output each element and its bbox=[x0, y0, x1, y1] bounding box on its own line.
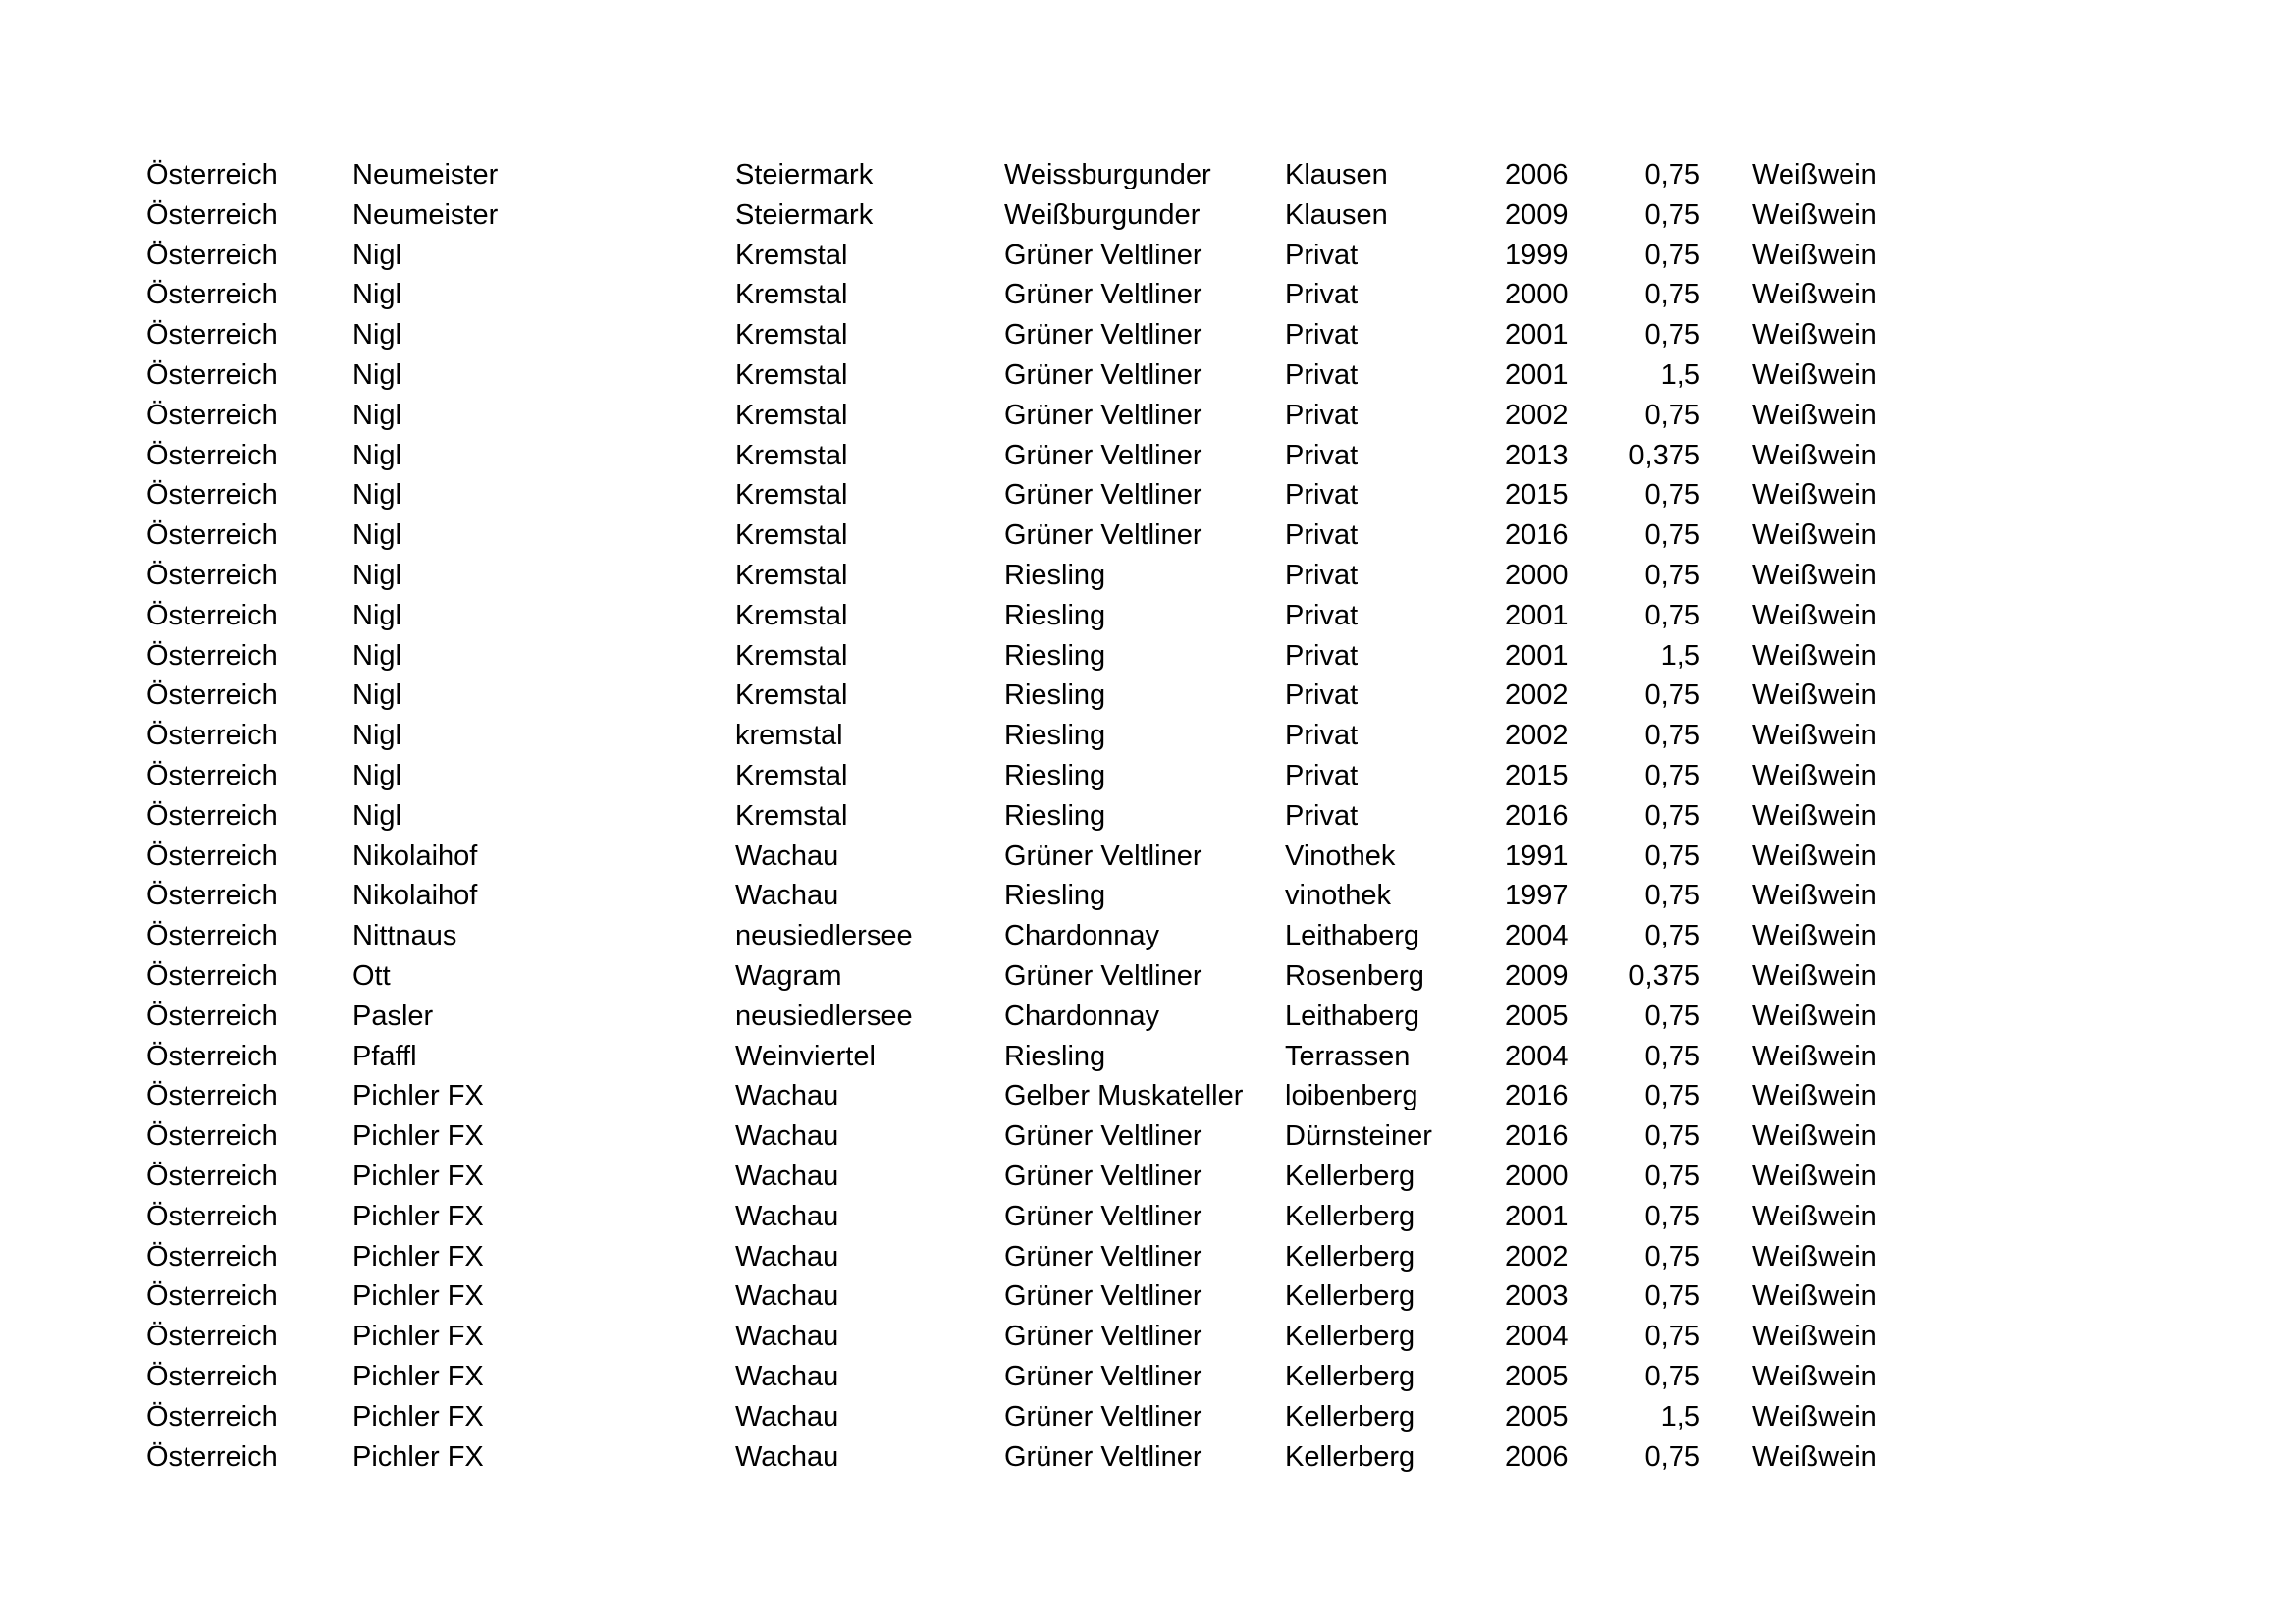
region-cell: Wachau bbox=[735, 839, 839, 872]
producer-cell: Neumeister bbox=[352, 198, 499, 231]
region-cell: Wachau bbox=[735, 1440, 839, 1473]
volume-cell: 0,75 bbox=[1644, 559, 1700, 591]
site-cell: Klausen bbox=[1285, 198, 1388, 231]
country-cell: Österreich bbox=[146, 839, 278, 872]
producer-cell: Pichler FX bbox=[352, 1280, 484, 1313]
region-cell: neusiedlersee bbox=[735, 1000, 913, 1032]
volume-cell: 0,75 bbox=[1644, 479, 1700, 512]
wine-type-cell: Weißwein bbox=[1752, 1040, 1877, 1072]
wine-type-cell: Weißwein bbox=[1752, 519, 1877, 552]
site-cell: Kellerberg bbox=[1285, 1321, 1415, 1353]
country-cell: Österreich bbox=[146, 1120, 278, 1153]
table-row bbox=[0, 155, 2296, 195]
producer-cell: Nigl bbox=[352, 639, 401, 672]
site-cell: Privat bbox=[1285, 799, 1359, 832]
volume-cell: 0,75 bbox=[1644, 839, 1700, 872]
producer-cell: Pichler FX bbox=[352, 1360, 484, 1392]
vintage-cell: 2002 bbox=[1505, 1240, 1569, 1272]
region-cell: Kremstal bbox=[735, 399, 848, 431]
country-cell: Österreich bbox=[146, 1240, 278, 1272]
volume-cell: 0,75 bbox=[1644, 159, 1700, 190]
vintage-cell: 2015 bbox=[1505, 479, 1569, 512]
producer-cell: Nigl bbox=[352, 239, 401, 271]
volume-cell: 0,75 bbox=[1644, 319, 1700, 352]
wine-type-cell: Weißwein bbox=[1752, 759, 1877, 791]
vintage-cell: 2001 bbox=[1505, 319, 1569, 352]
site-cell: Privat bbox=[1285, 639, 1359, 672]
volume-cell: 0,75 bbox=[1644, 1120, 1700, 1153]
country-cell: Österreich bbox=[146, 198, 278, 231]
site-cell: Kellerberg bbox=[1285, 1160, 1415, 1192]
site-cell: Kellerberg bbox=[1285, 1280, 1415, 1313]
wine-type-cell: Weißwein bbox=[1752, 839, 1877, 872]
grape-cell: Chardonnay bbox=[1004, 920, 1159, 952]
producer-cell: Nigl bbox=[352, 358, 401, 391]
country-cell: Österreich bbox=[146, 599, 278, 631]
table-row bbox=[0, 556, 2296, 596]
site-cell: Privat bbox=[1285, 679, 1359, 712]
producer-cell: Pichler FX bbox=[352, 1120, 484, 1153]
grape-cell: Grüner Veltliner bbox=[1004, 1321, 1202, 1353]
grape-cell: Grüner Veltliner bbox=[1004, 1400, 1202, 1433]
volume-cell: 0,75 bbox=[1644, 1160, 1700, 1192]
region-cell: Kremstal bbox=[735, 279, 848, 311]
vintage-cell: 2004 bbox=[1505, 1040, 1569, 1072]
vintage-cell: 2009 bbox=[1505, 198, 1569, 231]
vintage-cell: 2002 bbox=[1505, 679, 1569, 712]
vintage-cell: 2001 bbox=[1505, 358, 1569, 391]
wine-type-cell: Weißwein bbox=[1752, 1400, 1877, 1433]
producer-cell: Pichler FX bbox=[352, 1200, 484, 1232]
producer-cell: Pichler FX bbox=[352, 1080, 484, 1112]
volume-cell: 0,75 bbox=[1644, 720, 1700, 752]
volume-cell: 0,75 bbox=[1644, 599, 1700, 631]
table-row bbox=[0, 195, 2296, 236]
grape-cell: Grüner Veltliner bbox=[1004, 479, 1202, 512]
site-cell: Privat bbox=[1285, 519, 1359, 552]
country-cell: Österreich bbox=[146, 1200, 278, 1232]
vintage-cell: 2016 bbox=[1505, 1080, 1569, 1112]
country-cell: Österreich bbox=[146, 799, 278, 832]
grape-cell: Riesling bbox=[1004, 679, 1106, 712]
vintage-cell: 2005 bbox=[1505, 1400, 1569, 1433]
wine-type-cell: Weißwein bbox=[1752, 1280, 1877, 1313]
site-cell: Privat bbox=[1285, 759, 1359, 791]
producer-cell: Nigl bbox=[352, 479, 401, 512]
volume-cell: 0,75 bbox=[1644, 1321, 1700, 1353]
grape-cell: Grüner Veltliner bbox=[1004, 279, 1202, 311]
region-cell: Wachau bbox=[735, 1120, 839, 1153]
region-cell: Wachau bbox=[735, 1400, 839, 1433]
grape-cell: Grüner Veltliner bbox=[1004, 1120, 1202, 1153]
producer-cell: Pichler FX bbox=[352, 1240, 484, 1272]
wine-type-cell: Weißwein bbox=[1752, 959, 1877, 992]
site-cell: Privat bbox=[1285, 720, 1359, 752]
table-row bbox=[0, 1437, 2296, 1478]
wine-type-cell: Weißwein bbox=[1752, 1080, 1877, 1112]
producer-cell: Nigl bbox=[352, 519, 401, 552]
grape-cell: Grüner Veltliner bbox=[1004, 439, 1202, 471]
vintage-cell: 2002 bbox=[1505, 720, 1569, 752]
producer-cell: Nikolaihof bbox=[352, 880, 478, 912]
vintage-cell: 2013 bbox=[1505, 439, 1569, 471]
grape-cell: Grüner Veltliner bbox=[1004, 239, 1202, 271]
wine-type-cell: Weißwein bbox=[1752, 159, 1877, 190]
region-cell: Wachau bbox=[735, 1240, 839, 1272]
grape-cell: Grüner Veltliner bbox=[1004, 1440, 1202, 1473]
site-cell: vinothek bbox=[1285, 880, 1392, 912]
region-cell: Steiermark bbox=[735, 159, 874, 190]
volume-cell: 0,375 bbox=[1629, 439, 1700, 471]
country-cell: Österreich bbox=[146, 1160, 278, 1192]
producer-cell: Nigl bbox=[352, 759, 401, 791]
grape-cell: Riesling bbox=[1004, 880, 1106, 912]
country-cell: Österreich bbox=[146, 159, 278, 190]
wine-type-cell: Weißwein bbox=[1752, 319, 1877, 352]
grape-cell: Weißburgunder bbox=[1004, 198, 1201, 231]
region-cell: Kremstal bbox=[735, 519, 848, 552]
volume-cell: 0,375 bbox=[1629, 959, 1700, 992]
wine-type-cell: Weißwein bbox=[1752, 439, 1877, 471]
producer-cell: Nigl bbox=[352, 399, 401, 431]
table-row bbox=[0, 1317, 2296, 1357]
site-cell: Privat bbox=[1285, 358, 1359, 391]
wine-type-cell: Weißwein bbox=[1752, 1321, 1877, 1353]
wine-type-cell: Weißwein bbox=[1752, 279, 1877, 311]
grape-cell: Grüner Veltliner bbox=[1004, 839, 1202, 872]
wine-type-cell: Weißwein bbox=[1752, 198, 1877, 231]
table-row bbox=[0, 756, 2296, 796]
region-cell: Wachau bbox=[735, 1321, 839, 1353]
country-cell: Österreich bbox=[146, 279, 278, 311]
country-cell: Österreich bbox=[146, 639, 278, 672]
table-row bbox=[0, 396, 2296, 436]
site-cell: Klausen bbox=[1285, 159, 1388, 190]
region-cell: Kremstal bbox=[735, 239, 848, 271]
grape-cell: Grüner Veltliner bbox=[1004, 1240, 1202, 1272]
country-cell: Österreich bbox=[146, 1360, 278, 1392]
wine-type-cell: Weißwein bbox=[1752, 239, 1877, 271]
volume-cell: 1,5 bbox=[1660, 1400, 1700, 1433]
wine-type-cell: Weißwein bbox=[1752, 799, 1877, 832]
table-row bbox=[0, 1276, 2296, 1317]
grape-cell: Gelber Muskateller bbox=[1004, 1080, 1244, 1112]
site-cell: Privat bbox=[1285, 279, 1359, 311]
volume-cell: 0,75 bbox=[1644, 1440, 1700, 1473]
region-cell: Kremstal bbox=[735, 559, 848, 591]
grape-cell: Riesling bbox=[1004, 799, 1106, 832]
vintage-cell: 2001 bbox=[1505, 599, 1569, 631]
country-cell: Österreich bbox=[146, 959, 278, 992]
producer-cell: Nigl bbox=[352, 679, 401, 712]
vintage-cell: 2016 bbox=[1505, 519, 1569, 552]
country-cell: Österreich bbox=[146, 399, 278, 431]
site-cell: Privat bbox=[1285, 439, 1359, 471]
producer-cell: Neumeister bbox=[352, 159, 499, 190]
grape-cell: Grüner Veltliner bbox=[1004, 1360, 1202, 1392]
country-cell: Österreich bbox=[146, 920, 278, 952]
producer-cell: Nigl bbox=[352, 599, 401, 631]
producer-cell: Pichler FX bbox=[352, 1160, 484, 1192]
grape-cell: Riesling bbox=[1004, 559, 1106, 591]
country-cell: Österreich bbox=[146, 1400, 278, 1433]
volume-cell: 0,75 bbox=[1644, 1040, 1700, 1072]
grape-cell: Grüner Veltliner bbox=[1004, 519, 1202, 552]
vintage-cell: 2001 bbox=[1505, 1200, 1569, 1232]
table-row bbox=[0, 475, 2296, 515]
country-cell: Österreich bbox=[146, 1040, 278, 1072]
grape-cell: Grüner Veltliner bbox=[1004, 319, 1202, 352]
country-cell: Österreich bbox=[146, 759, 278, 791]
table-row bbox=[0, 916, 2296, 956]
table-row bbox=[0, 956, 2296, 997]
region-cell: Wachau bbox=[735, 1360, 839, 1392]
country-cell: Österreich bbox=[146, 358, 278, 391]
volume-cell: 0,75 bbox=[1644, 880, 1700, 912]
vintage-cell: 2009 bbox=[1505, 959, 1569, 992]
vintage-cell: 2000 bbox=[1505, 1160, 1569, 1192]
volume-cell: 0,75 bbox=[1644, 1080, 1700, 1112]
country-cell: Österreich bbox=[146, 319, 278, 352]
wine-type-cell: Weißwein bbox=[1752, 479, 1877, 512]
volume-cell: 0,75 bbox=[1644, 1360, 1700, 1392]
volume-cell: 0,75 bbox=[1644, 198, 1700, 231]
volume-cell: 0,75 bbox=[1644, 1240, 1700, 1272]
site-cell: Leithaberg bbox=[1285, 920, 1420, 952]
producer-cell: Pichler FX bbox=[352, 1321, 484, 1353]
volume-cell: 0,75 bbox=[1644, 279, 1700, 311]
grape-cell: Grüner Veltliner bbox=[1004, 959, 1202, 992]
region-cell: Kremstal bbox=[735, 439, 848, 471]
table-row bbox=[0, 315, 2296, 355]
site-cell: Vinothek bbox=[1285, 839, 1396, 872]
site-cell: Privat bbox=[1285, 239, 1359, 271]
vintage-cell: 2005 bbox=[1505, 1000, 1569, 1032]
table-row bbox=[0, 1116, 2296, 1157]
country-cell: Österreich bbox=[146, 479, 278, 512]
vintage-cell: 1997 bbox=[1505, 880, 1569, 912]
table-row bbox=[0, 515, 2296, 556]
volume-cell: 0,75 bbox=[1644, 759, 1700, 791]
grape-cell: Grüner Veltliner bbox=[1004, 399, 1202, 431]
table-row bbox=[0, 275, 2296, 315]
table-row bbox=[0, 997, 2296, 1037]
table-row bbox=[0, 1197, 2296, 1237]
grape-cell: Grüner Veltliner bbox=[1004, 1160, 1202, 1192]
grape-cell: Chardonnay bbox=[1004, 1000, 1159, 1032]
table-row bbox=[0, 837, 2296, 877]
region-cell: kremstal bbox=[735, 720, 843, 752]
site-cell: Privat bbox=[1285, 479, 1359, 512]
country-cell: Österreich bbox=[146, 1000, 278, 1032]
wine-type-cell: Weißwein bbox=[1752, 1160, 1877, 1192]
country-cell: Österreich bbox=[146, 1440, 278, 1473]
vintage-cell: 2016 bbox=[1505, 799, 1569, 832]
region-cell: Wagram bbox=[735, 959, 842, 992]
volume-cell: 0,75 bbox=[1644, 679, 1700, 712]
site-cell: Kellerberg bbox=[1285, 1200, 1415, 1232]
vintage-cell: 2000 bbox=[1505, 559, 1569, 591]
volume-cell: 0,75 bbox=[1644, 1200, 1700, 1232]
volume-cell: 1,5 bbox=[1660, 358, 1700, 391]
region-cell: Kremstal bbox=[735, 759, 848, 791]
vintage-cell: 2003 bbox=[1505, 1280, 1569, 1313]
wine-type-cell: Weißwein bbox=[1752, 1120, 1877, 1153]
wine-type-cell: Weißwein bbox=[1752, 720, 1877, 752]
volume-cell: 0,75 bbox=[1644, 239, 1700, 271]
table-row bbox=[0, 236, 2296, 276]
site-cell: Kellerberg bbox=[1285, 1440, 1415, 1473]
site-cell: Privat bbox=[1285, 319, 1359, 352]
region-cell: neusiedlersee bbox=[735, 920, 913, 952]
vintage-cell: 2004 bbox=[1505, 920, 1569, 952]
grape-cell: Riesling bbox=[1004, 599, 1106, 631]
table-row bbox=[0, 676, 2296, 716]
volume-cell: 0,75 bbox=[1644, 519, 1700, 552]
region-cell: Kremstal bbox=[735, 358, 848, 391]
vintage-cell: 2002 bbox=[1505, 399, 1569, 431]
table-row bbox=[0, 876, 2296, 916]
table-row bbox=[0, 716, 2296, 756]
producer-cell: Pichler FX bbox=[352, 1400, 484, 1433]
wine-type-cell: Weißwein bbox=[1752, 599, 1877, 631]
producer-cell: Nittnaus bbox=[352, 920, 457, 952]
region-cell: Wachau bbox=[735, 1200, 839, 1232]
producer-cell: Pfaffl bbox=[352, 1040, 417, 1072]
vintage-cell: 2001 bbox=[1505, 639, 1569, 672]
country-cell: Österreich bbox=[146, 239, 278, 271]
vintage-cell: 2000 bbox=[1505, 279, 1569, 311]
producer-cell: Nigl bbox=[352, 319, 401, 352]
country-cell: Österreich bbox=[146, 1280, 278, 1313]
volume-cell: 1,5 bbox=[1660, 639, 1700, 672]
grape-cell: Grüner Veltliner bbox=[1004, 1280, 1202, 1313]
country-cell: Österreich bbox=[146, 720, 278, 752]
volume-cell: 0,75 bbox=[1644, 920, 1700, 952]
volume-cell: 0,75 bbox=[1644, 399, 1700, 431]
region-cell: Kremstal bbox=[735, 479, 848, 512]
wine-type-cell: Weißwein bbox=[1752, 639, 1877, 672]
country-cell: Österreich bbox=[146, 1321, 278, 1353]
region-cell: Kremstal bbox=[735, 319, 848, 352]
site-cell: Terrassen bbox=[1285, 1040, 1411, 1072]
country-cell: Österreich bbox=[146, 439, 278, 471]
table-row bbox=[0, 1157, 2296, 1197]
vintage-cell: 2006 bbox=[1505, 1440, 1569, 1473]
region-cell: Wachau bbox=[735, 1160, 839, 1192]
wine-type-cell: Weißwein bbox=[1752, 1000, 1877, 1032]
country-cell: Österreich bbox=[146, 559, 278, 591]
table-row bbox=[0, 1357, 2296, 1397]
site-cell: Kellerberg bbox=[1285, 1240, 1415, 1272]
producer-cell: Nigl bbox=[352, 559, 401, 591]
table-row bbox=[0, 1237, 2296, 1277]
grape-cell: Weissburgunder bbox=[1004, 159, 1211, 190]
table-row bbox=[0, 1037, 2296, 1077]
volume-cell: 0,75 bbox=[1644, 799, 1700, 832]
site-cell: Leithaberg bbox=[1285, 1000, 1420, 1032]
site-cell: Kellerberg bbox=[1285, 1400, 1415, 1433]
wine-type-cell: Weißwein bbox=[1752, 399, 1877, 431]
wine-type-cell: Weißwein bbox=[1752, 559, 1877, 591]
wine-type-cell: Weißwein bbox=[1752, 920, 1877, 952]
vintage-cell: 2016 bbox=[1505, 1120, 1569, 1153]
site-cell: Kellerberg bbox=[1285, 1360, 1415, 1392]
region-cell: Wachau bbox=[735, 1280, 839, 1313]
wine-table bbox=[0, 155, 2296, 1477]
site-cell: Privat bbox=[1285, 599, 1359, 631]
wine-type-cell: Weißwein bbox=[1752, 1240, 1877, 1272]
wine-type-cell: Weißwein bbox=[1752, 1440, 1877, 1473]
country-cell: Österreich bbox=[146, 679, 278, 712]
table-row bbox=[0, 355, 2296, 396]
wine-type-cell: Weißwein bbox=[1752, 1360, 1877, 1392]
wine-type-cell: Weißwein bbox=[1752, 679, 1877, 712]
producer-cell: Pichler FX bbox=[352, 1440, 484, 1473]
vintage-cell: 2006 bbox=[1505, 159, 1569, 190]
grape-cell: Riesling bbox=[1004, 1040, 1106, 1072]
vintage-cell: 1999 bbox=[1505, 239, 1569, 271]
country-cell: Österreich bbox=[146, 519, 278, 552]
producer-cell: Pasler bbox=[352, 1000, 434, 1032]
vintage-cell: 2005 bbox=[1505, 1360, 1569, 1392]
table-row bbox=[0, 1076, 2296, 1116]
grape-cell: Grüner Veltliner bbox=[1004, 358, 1202, 391]
producer-cell: Nigl bbox=[352, 720, 401, 752]
vintage-cell: 2015 bbox=[1505, 759, 1569, 791]
producer-cell: Nikolaihof bbox=[352, 839, 478, 872]
wine-type-cell: Weißwein bbox=[1752, 1200, 1877, 1232]
vintage-cell: 1991 bbox=[1505, 839, 1569, 872]
table-row bbox=[0, 1397, 2296, 1437]
region-cell: Kremstal bbox=[735, 639, 848, 672]
site-cell: Privat bbox=[1285, 399, 1359, 431]
producer-cell: Nigl bbox=[352, 439, 401, 471]
site-cell: Rosenberg bbox=[1285, 959, 1424, 992]
country-cell: Österreich bbox=[146, 880, 278, 912]
table-row bbox=[0, 636, 2296, 677]
region-cell: Weinviertel bbox=[735, 1040, 876, 1072]
table-row bbox=[0, 596, 2296, 636]
producer-cell: Ott bbox=[352, 959, 391, 992]
region-cell: Wachau bbox=[735, 880, 839, 912]
producer-cell: Nigl bbox=[352, 799, 401, 832]
grape-cell: Grüner Veltliner bbox=[1004, 1200, 1202, 1232]
table-row bbox=[0, 436, 2296, 476]
grape-cell: Riesling bbox=[1004, 759, 1106, 791]
volume-cell: 0,75 bbox=[1644, 1000, 1700, 1032]
region-cell: Kremstal bbox=[735, 799, 848, 832]
site-cell: Privat bbox=[1285, 559, 1359, 591]
region-cell: Wachau bbox=[735, 1080, 839, 1112]
table-row bbox=[0, 796, 2296, 837]
grape-cell: Riesling bbox=[1004, 639, 1106, 672]
country-cell: Österreich bbox=[146, 1080, 278, 1112]
site-cell: loibenberg bbox=[1285, 1080, 1418, 1112]
wine-type-cell: Weißwein bbox=[1752, 358, 1877, 391]
region-cell: Kremstal bbox=[735, 679, 848, 712]
vintage-cell: 2004 bbox=[1505, 1321, 1569, 1353]
region-cell: Kremstal bbox=[735, 599, 848, 631]
producer-cell: Nigl bbox=[352, 279, 401, 311]
wine-type-cell: Weißwein bbox=[1752, 880, 1877, 912]
site-cell: Dürnsteiner bbox=[1285, 1120, 1432, 1153]
volume-cell: 0,75 bbox=[1644, 1280, 1700, 1313]
grape-cell: Riesling bbox=[1004, 720, 1106, 752]
region-cell: Steiermark bbox=[735, 198, 874, 231]
